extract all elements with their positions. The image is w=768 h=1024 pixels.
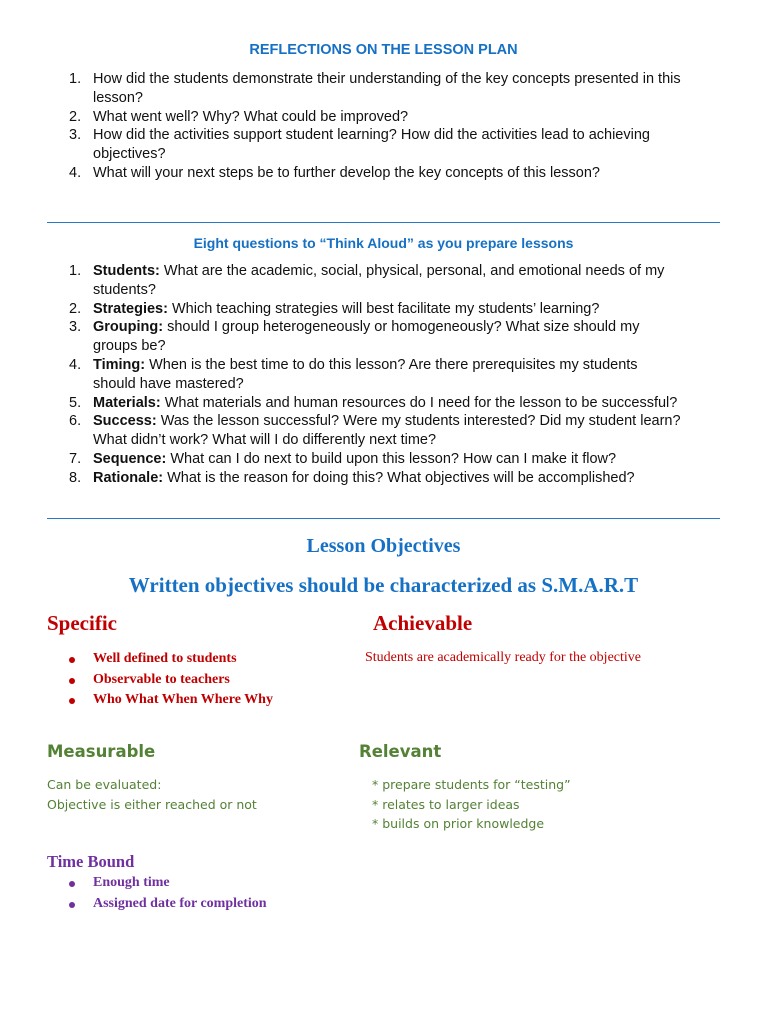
question-label: Success: — [93, 413, 157, 430]
think-aloud-item — [47, 469, 727, 488]
question-label: Materials: — [93, 394, 161, 411]
think-aloud-item — [47, 262, 727, 300]
time-bound-item — [69, 873, 267, 894]
think-aloud-item — [47, 412, 727, 450]
time-bound-heading: Time Bound — [47, 852, 135, 871]
lesson-objectives-title: Lesson Objectives — [306, 535, 461, 557]
specific-item-text: Observable to teachers — [93, 671, 230, 687]
specific-item — [69, 670, 273, 691]
measurable-list — [47, 775, 257, 814]
reflections-heading: REFLECTIONS ON THE LESSON PLAN — [249, 42, 518, 58]
question-text: Was the lesson successful? Were my students interested? Did my student learn? — [156, 413, 681, 430]
measurable-line: Objective is either reached or not — [47, 796, 257, 812]
list-number: 6. — [69, 413, 82, 430]
question-text: What are the academic, social, physical, personal, and emotional needs of my — [159, 263, 665, 279]
question-text: What went well? Why? What could be improved? — [93, 108, 409, 125]
think-aloud-item — [47, 300, 727, 319]
question-text: should have mastered? — [93, 375, 244, 392]
reflections-list — [47, 70, 727, 183]
bullet-dot — [69, 902, 75, 908]
section-divider — [47, 222, 720, 223]
question-label: Students: — [93, 263, 160, 279]
reflection-item — [47, 164, 727, 183]
list-number: 8. — [69, 469, 82, 486]
question-text: groups be? — [93, 338, 166, 355]
list-number: 1. — [69, 71, 82, 87]
list-number: 4. — [69, 164, 82, 181]
time-bound-item-text: Enough time — [93, 875, 170, 890]
relevant-line: * relates to larger ideas — [372, 796, 520, 812]
question-text: What materials and human resources do I need for the lesson to be successful? — [160, 394, 678, 411]
measurable-heading: Measurable — [47, 742, 156, 761]
smart-subtitle: Written objectives should be characterized as S.M.A.R.T — [128, 573, 639, 597]
list-number: 7. — [69, 450, 82, 467]
relevant-line: * builds on prior knowledge — [372, 816, 545, 831]
list-number: 3. — [69, 127, 82, 144]
achievable-heading: Achievable — [373, 611, 473, 635]
think-aloud-heading: Eight questions to “Think Aloud” as you prepare lessons — [193, 235, 574, 251]
bullet-dot — [69, 698, 75, 704]
question-text: What didn’t work? What will I do differently next time? — [93, 432, 437, 449]
bullet-dot — [69, 678, 75, 684]
list-number: 2. — [69, 108, 82, 125]
achievable-text: Students are academically ready for the objective — [365, 650, 641, 665]
reflection-item — [47, 70, 727, 108]
section-divider — [47, 518, 720, 519]
question-label: Timing: — [93, 356, 146, 373]
question-text: What can I do next to build upon this lesson? How can I make it flow? — [166, 450, 617, 467]
think-aloud-item — [47, 318, 727, 356]
reflection-item — [47, 108, 727, 127]
question-text: students? — [93, 281, 156, 298]
question-label: Rationale: — [93, 469, 164, 486]
list-number: 4. — [69, 356, 82, 373]
specific-item — [69, 649, 273, 670]
specific-heading: Specific — [47, 611, 117, 635]
measurable-line: Can be evaluated: — [47, 777, 162, 792]
question-text: Which teaching strategies will best facilitate my students’ learning? — [167, 300, 600, 317]
time-bound-item-text: Assigned date for completion — [93, 895, 267, 911]
bullet-dot — [69, 881, 75, 887]
relevant-list — [372, 775, 571, 834]
question-text: How did the students demonstrate their understanding of the key concepts presented in this — [93, 71, 681, 87]
list-number: 1. — [69, 263, 82, 279]
specific-item — [69, 690, 273, 711]
specific-list — [69, 649, 273, 711]
relevant-line: * prepare students for “testing” — [372, 777, 571, 792]
question-label: Grouping: — [93, 319, 164, 336]
think-aloud-list — [47, 262, 727, 488]
question-text: What will your next steps be to further develop the key concepts of this lesson? — [93, 164, 600, 181]
think-aloud-item — [47, 394, 727, 413]
list-number: 3. — [69, 319, 82, 336]
think-aloud-item — [47, 356, 727, 394]
question-text: How did the activities support student learning? How did the activities lead to achieving — [93, 127, 650, 144]
reflection-item — [47, 126, 727, 164]
question-text: What is the reason for doing this? What objectives will be accomplished? — [163, 469, 635, 486]
question-text: lesson? — [93, 89, 143, 106]
question-text: objectives? — [93, 146, 166, 163]
question-label: Strategies: — [93, 300, 168, 317]
bullet-dot — [69, 657, 75, 663]
think-aloud-item — [47, 450, 727, 469]
time-bound-item — [69, 894, 267, 915]
question-text: should I group heterogeneously or homogeneously? What size should my — [163, 319, 640, 336]
relevant-heading: Relevant — [359, 742, 442, 761]
question-text: When is the best time to do this lesson? Are there prerequisites my students — [145, 356, 638, 373]
time-bound-list — [69, 873, 267, 914]
list-number: 2. — [69, 300, 82, 317]
specific-item-text: Who What When Where Why — [93, 692, 273, 707]
specific-item-text: Well defined to students — [93, 651, 237, 666]
list-number: 5. — [69, 394, 82, 411]
question-label: Sequence: — [93, 450, 167, 467]
